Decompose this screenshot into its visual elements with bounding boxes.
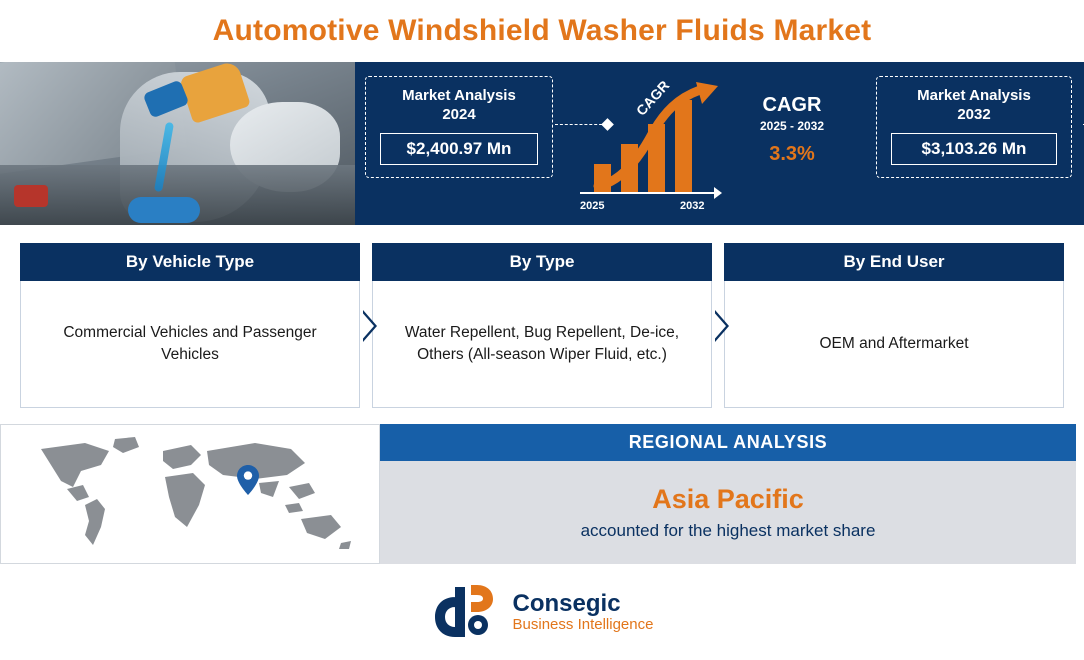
segment-card-vehicle-type (20, 243, 360, 408)
kpi-left-label: Market Analysis (402, 87, 516, 104)
bar-2032 (675, 100, 692, 192)
segment-body: Commercial Vehicles and Passenger Vehicles (20, 281, 360, 408)
segment-heading: By End User (724, 243, 1064, 281)
bar-group (580, 100, 720, 192)
regional-text-panel (380, 424, 1076, 564)
cagr-value: 3.3% (769, 143, 815, 165)
segment-arrow-inner-icon (712, 310, 726, 342)
segment-body: Water Repellent, Bug Repellent, De-ice, Others (All-season Wiper Fluid, etc.) (372, 281, 712, 408)
x-axis-arrow-icon (714, 187, 722, 199)
title-bar (0, 0, 1084, 62)
regional-heading: REGIONAL ANALYSIS (380, 424, 1076, 461)
segment-card-end-user (724, 243, 1064, 408)
axis-tick-start: 2025 (580, 200, 605, 212)
location-pin-icon (237, 465, 259, 495)
hero-band (0, 62, 1084, 225)
regional-subtext: accounted for the highest market share (580, 521, 876, 540)
footer-brand (0, 564, 1084, 660)
kpi-market-analysis-2024 (365, 76, 553, 178)
page-title: Automotive Windshield Washer Fluids Market (212, 14, 872, 47)
regional-analysis-row (0, 424, 1084, 564)
segment-heading: By Vehicle Type (20, 243, 360, 281)
consegic-logo-icon (431, 581, 501, 643)
regional-region-name: Asia Pacific (652, 484, 804, 514)
brand-name: Consegic (512, 589, 621, 617)
cagr-period: 2025 - 2032 (759, 119, 825, 133)
kpi-left-value: $2,400.97 Mn (380, 133, 538, 165)
axis-tick-end: 2032 (680, 200, 705, 212)
engine-bay-photo (0, 62, 355, 225)
reservoir-cap (128, 197, 200, 223)
cagr-title: CAGR (762, 94, 822, 116)
x-axis (580, 192, 716, 194)
bar-2027 (621, 144, 638, 192)
bar-2025 (594, 164, 611, 192)
brand-tagline: Business Intelligence (512, 615, 654, 633)
world-map-panel (0, 424, 380, 564)
cagr-curve-label: CAGR (632, 77, 673, 119)
segmentation-row (0, 243, 1084, 408)
bar-2029 (648, 124, 665, 192)
brand-text (513, 591, 654, 634)
kpi-right-year: 2032 (957, 105, 991, 123)
hero-content (355, 62, 1084, 225)
cagr-readout (732, 94, 852, 166)
kpi-right-value: $3,103.26 Mn (891, 133, 1057, 165)
world-map-icon (23, 435, 353, 553)
regional-body (380, 461, 1076, 564)
kpi-right-label: Market Analysis (917, 87, 1031, 104)
photo-red-part (14, 185, 48, 207)
kpi-left-year: 2024 (442, 105, 476, 123)
segment-heading: By Type (372, 243, 712, 281)
kpi-market-analysis-2032 (876, 76, 1072, 178)
segment-card-type (372, 243, 712, 408)
segment-body: OEM and Aftermarket (724, 281, 1064, 408)
cagr-chart (580, 70, 870, 218)
segment-arrow-inner-icon (360, 310, 374, 342)
